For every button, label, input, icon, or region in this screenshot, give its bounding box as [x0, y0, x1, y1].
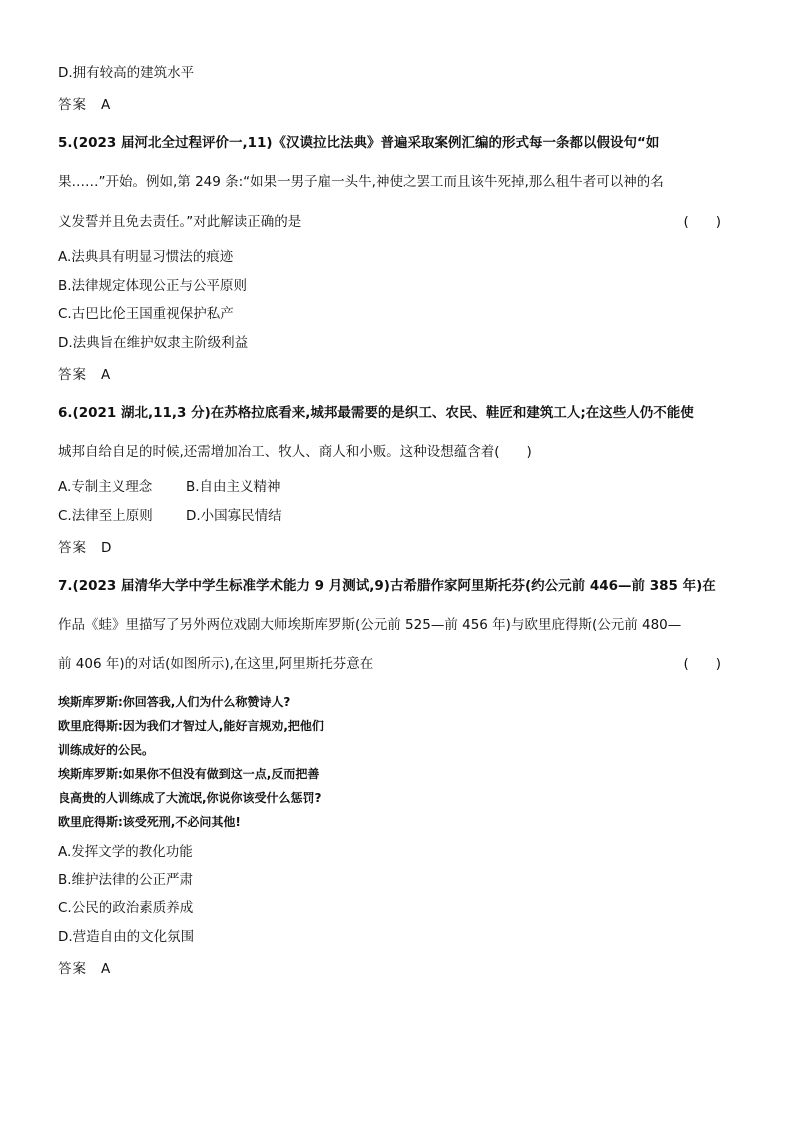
answer-label: 答案: [58, 367, 87, 383]
dialogue-line: 良高贵的人训练成了大流氓,你说你该受什么惩罚?: [58, 791, 322, 805]
q6-options-row-1: [58, 478, 281, 496]
q7-stem-line-2: 作品《蛙》里描写了另外两位戏剧大师埃斯库罗斯(公元前 525—前 456 年)与欧里庇得斯(公元前 480—: [58, 617, 682, 633]
q6-stem-line-2: 城邦自给自足的时候,还需增加冶工、牧人、商人和小贩。这种设想蕴含着( ): [58, 444, 532, 460]
q4-answer: [58, 96, 110, 114]
answer-value: D: [101, 540, 112, 556]
q7-answer: [58, 960, 110, 978]
q7-stem-line-3: 前 406 年)的对话(如图所示),在这里,阿里斯托芬意在 ( ): [58, 656, 721, 672]
q6-options-row-2: [58, 507, 282, 525]
answer-value: A: [101, 367, 111, 383]
q7-option-a: A.发挥文学的教化功能: [58, 844, 193, 860]
answer-blank: ( ): [683, 214, 721, 230]
dialogue-line: 欧里庇得斯:该受死刑,不必问其他!: [58, 815, 241, 829]
q5-stem-line-2: 果……”开始。例如,第 249 条:“如果一男子雇一头牛,神使之罢工而且该牛死掉,那么租牛者可以神的名: [58, 174, 664, 190]
q6-option-c: C.法律至上原则: [58, 508, 153, 524]
q7-option-b: B.维护法律的公正严肃: [58, 872, 194, 888]
q5-option-d: D.法典旨在维护奴隶主阶级利益: [58, 335, 249, 351]
answer-blank: ( ): [683, 656, 721, 672]
q4-option-d: D.拥有较高的建筑水平: [58, 65, 195, 81]
q6-option-b: B.自由主义精神: [186, 479, 281, 495]
q5-stem-line-1: 5.(2023 届河北全过程评价一,11)《汉谟拉比法典》普遍采取案例汇编的形式每一条都以假设句“如: [58, 135, 660, 151]
q6-option-d: D.小国寡民情结: [186, 508, 282, 524]
dialogue-line: 埃斯库罗斯:如果你不但没有做到这一点,反而把善: [58, 767, 320, 781]
q6-option-a: A.专制主义理念: [58, 479, 153, 495]
q5-option-a: A.法典具有明显习惯法的痕迹: [58, 249, 234, 265]
q6-stem-line-1: 6.(2021 湖北,11,3 分)在苏格拉底看来,城邦最需要的是织工、农民、鞋匠和建筑工人;在这些人仍不能使: [58, 405, 694, 421]
q5-stem-line-3: 义发誓并且免去责任。”对此解读正确的是 ( ): [58, 214, 721, 230]
dialogue-line: 训练成好的公民。: [58, 743, 155, 757]
q6-answer: [58, 539, 111, 557]
q5-option-b: B.法律规定体现公正与公平原则: [58, 278, 248, 294]
q5-answer: [58, 366, 110, 384]
answer-label: 答案: [58, 97, 87, 113]
q5-option-c: C.古巴比伦王国重视保护私产: [58, 306, 234, 322]
q7-option-c: C.公民的政治素质养成: [58, 900, 194, 916]
q7-option-d: D.营造自由的文化氛围: [58, 929, 195, 945]
answer-value: A: [101, 97, 111, 113]
answer-label: 答案: [58, 540, 87, 556]
dialogue-line: 埃斯库罗斯:你回答我,人们为什么称赞诗人?: [58, 695, 291, 709]
answer-label: 答案: [58, 961, 87, 977]
dialogue-line: 欧里庇得斯:因为我们才智过人,能好言规劝,把他们: [58, 719, 324, 733]
q7-stem-line-1: 7.(2023 届清华大学中学生标准学术能力 9 月测试,9)古希腊作家阿里斯托芬(约公元前 446—前 385 年)在: [58, 578, 716, 594]
answer-value: A: [101, 961, 111, 977]
